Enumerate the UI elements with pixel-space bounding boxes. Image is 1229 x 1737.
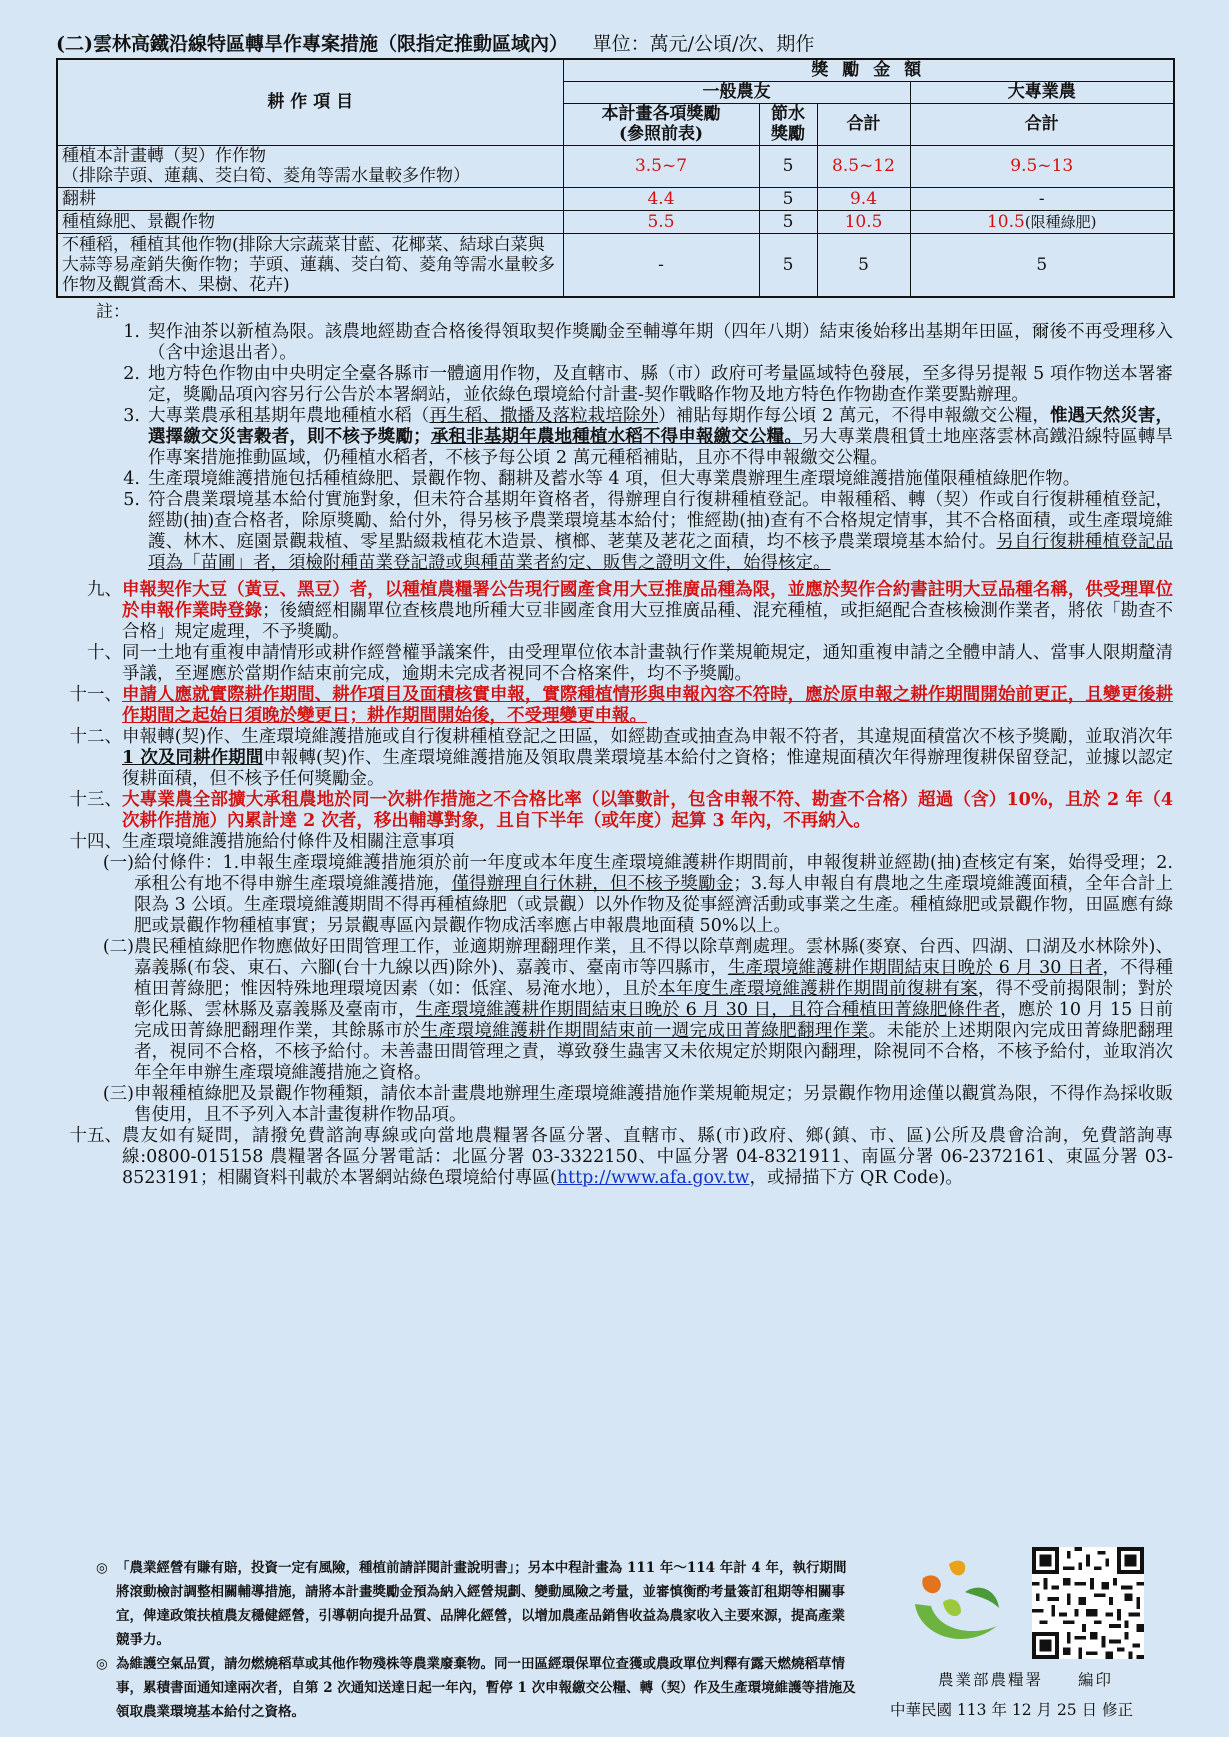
note-number: 3.	[123, 406, 140, 426]
row-item: 種植綠肥、景觀作物	[57, 210, 563, 233]
row-water: 5	[759, 210, 817, 233]
row-plan: -	[563, 233, 759, 297]
clause-text: 同一土地有重複申請情形或耕作經營權爭議案件，由受理單位依本計畫執行作業規範規定，通知重複申請之全體申請人、當事人限期釐清爭議，至遲應於當期作結束前完成，逾期未完成者視同不合格案件，均不予獎勵。	[122, 643, 1173, 684]
clause-10	[56, 643, 1173, 685]
clause-14	[56, 832, 1173, 853]
header-water-reward: 節水 獎勵	[759, 103, 817, 145]
note-number: 2.	[123, 364, 140, 384]
subclause-text: 申報種植綠肥及景觀作物種類，請依本計畫農地辦理生產環境維護措施作業規範規定；另景觀作物用途僅以觀賞為限，不得作為採收販售使用，且不予列入本計畫復耕作物品項。	[134, 1084, 1173, 1125]
note-text	[148, 490, 1173, 574]
row-water: 5	[759, 233, 817, 297]
note-item	[56, 364, 1173, 406]
unit-text: 單位：萬元/公頃/次、期作	[592, 33, 815, 55]
clause-text-red: 申報契作大豆（黃豆、黑豆）者，以種植農糧署公告現行國產食用大豆推廣品種為限，並應於契作合約書註明大豆品種名稱，供受理單位於申報作業時登錄	[122, 580, 1173, 621]
reward-table	[56, 58, 1175, 298]
note-item	[56, 490, 1173, 574]
clause-text-part: 申報轉(契)作、生產環境維護措施及領取農業環境基本給付之資格；惟違規面積次年得辦理復耕保留登記，並據以認定復耕面積，但不核予任何獎勵金。	[122, 748, 1173, 789]
note-text: 地方特色作物由中央明定全臺各縣市一體適用作物，及直轄市、縣（市）政府可考量區域特色發展，至多得另提報 5 項作物送本署審定，獎勵品項內容另行公告於本署網站，並依綠色環境給付計畫-契作戰略作物及地方特色作物勘查作業要點辦理。	[148, 364, 1173, 405]
clause-9	[56, 580, 1173, 643]
footer-item	[96, 1556, 856, 1652]
header-large-subtotal: 合計	[910, 103, 1174, 145]
clause-number: 十二、	[69, 727, 122, 747]
subclause-text-part: ，應於 10 月 15 日前完成田菁綠肥翻理作業，其餘縣市於	[134, 1000, 1174, 1041]
row-large: -	[910, 187, 1174, 210]
clause-text-part: 申報轉(契)作、生產環境維護措施或自行復耕種植登記之田區，如經勘查或抽查為申報不符者，其違規面積當次不核予獎勵，並取消次年	[122, 727, 1173, 747]
clause-number: 十四、	[69, 832, 122, 852]
clause-number: 十五、	[69, 1126, 122, 1146]
agency-logo	[905, 1556, 1005, 1652]
note-text-underlined: 再生稻、撒播及落粒栽培除外	[429, 406, 659, 426]
clause-number: 十一、	[69, 685, 122, 705]
clause-title: 生產環境維護措施給付條件及相關注意事項	[122, 832, 455, 852]
subclause-text-underlined: 生產環境維護耕作期間結束日晚於 6 月 30 日，且符合種植田菁綠肥條件者	[415, 1000, 1001, 1020]
subclause-number: (三)	[102, 1084, 134, 1104]
note-text-bold: 惟遇天然災害，選擇繳交災害穀者，則不核予獎勵；	[148, 406, 1174, 447]
clause-text	[122, 727, 1173, 790]
row-sum: 9.4	[817, 187, 910, 210]
table-row	[57, 187, 1174, 210]
clause-text-red: 申請人應就實際耕作期間、耕作項目及面積核實申報，實際種植情形與申報內容不符時，應於原申報之耕作期間開始前更正，且變更後耕作期間之起始日須晚於變更日；耕作期間開始後，不受理變更申報。	[122, 685, 1173, 726]
note-item	[56, 469, 1173, 490]
row-sum: 5	[817, 233, 910, 297]
subclause-text	[134, 853, 1173, 937]
footer-text: 為維護空氣品質，請勿燃燒稻草或其他作物殘株等農業廢棄物。同一田區經環保單位查獲或農政單位判釋有露天燃燒稻草情事，累積書面通知達兩次者，自第 2 次通知送達日起一年內，暫停 1 次申報繳交公糧、轉（契）作及生產環境維護等措施及領取農業環境基本給付之資格。	[116, 1656, 856, 1720]
note-item	[56, 322, 1173, 364]
clause-text-part: 農友如有疑問，請撥免費諮詢專線或向當地農糧署各區分署、直轄市、縣(市)政府、鄉(鎮、市、區)公所及農會洽詢，免費諮詢專線:0800-015158 農糧署各區分署電話：北區分署 03-3322150、中區分署 04-8321911、南區分署 06-2372161、東區分署 03-8523191；相關資料刊載於本署網站綠色環境給付專區	[122, 1126, 1173, 1188]
note-text-part: 符合農業環境基本給付實施對象，但未符合基期年資格者，得辦理自行復耕種植登記。申報種稻、轉（契）作或自行復耕種植登記，經勘(抽)查合格者，除原獎勵、給付外，得另核予農業環境基本給付；惟經勘(抽)查有不合格規定情事，其不合格面積，或生產環境維護、林木、庭園景觀栽植、零星點綴栽植花木造景、檳榔、荖葉及荖花之面積，均不核予農業環境基本給付。	[148, 490, 1173, 552]
row-large-value: 10.5	[986, 211, 1025, 232]
clause-text-part: ，或掃描下方 QR Code)。	[749, 1168, 963, 1188]
clause-text-part: ；後續經相關單位查核農地所種大豆非國產食用大豆推廣品種、混充種植，或拒絕配合查核檢測作業者，將依「勘查不合格」規定處理，不予獎勵。	[122, 601, 1174, 642]
header-large-farmer: 大專業農	[910, 81, 1174, 103]
notes-label: 註：	[96, 302, 130, 322]
header-reward: 獎 勵 金 額	[563, 59, 1174, 81]
table-row	[57, 210, 1174, 233]
row-plan: 5.5	[563, 210, 759, 233]
row-plan: 3.5~7	[563, 145, 759, 187]
note-text-part: 另大專業農租賃土地座落雲林高鐵沿線特區轉旱作專案措施推動區域，仍種植水稻者，不核予每公頃 2 萬元種稻補貼，且亦不得申報繳交公糧。	[148, 427, 1174, 468]
subclause-text-underlined: 生產環境維護耕作期間結束前一週完成田菁綠肥翻理作業	[420, 1021, 869, 1041]
clause-number: 九、	[87, 580, 122, 600]
note-text-underlined: 另自行復耕種植登記品項為「苗圃」者，須檢附種苗業登記證或與種苗業者約定、販售之證明文件，始得核定。	[148, 532, 1174, 573]
note-number: 5.	[123, 490, 140, 510]
footer-mark: ◎	[96, 1656, 108, 1672]
subclause-text-part: 給付條件：1.申報生產環境維護措施須於前一年度或本年度生產環境維護耕作期間前，申報復耕並經勘(抽)查核定有案，始得受理；2.承租公有地不得申辦生產環境維護措施，	[134, 853, 1173, 894]
note-text: 生產環境維護措施包括種植綠肥、景觀作物、翻耕及蓄水等 4 項，但大專業農辦理生產環境維護措施僅限種植綠肥作物。	[148, 469, 1081, 489]
subclause-text-part: ；3.每人申報自有農地之生產環境維護面積，全年合計上限為 3 公頃。生產環境維護期間不得再種植綠肥（或景觀）以外作物及從事經濟活動或事業之生產。種植綠肥或景觀作物，田區應有綠肥或景觀作物種植事實；另景觀專區內景觀作物成活率應占申報農地面積 50%以上。	[134, 874, 1173, 936]
subclause-number: (二)	[102, 937, 134, 957]
note-text	[148, 406, 1173, 469]
note-text-part: 大專業農承租基期年農地種植水稻（	[148, 406, 430, 426]
clause-number: 十三、	[69, 790, 122, 810]
subclause-text-part: ，不得種植田菁綠肥；惟因特殊地理環境因素（如：低窪、易淹水地），且於	[134, 958, 1174, 999]
note-text-part: ）補貼每期作每公頃 2 萬元，不得申報繳交公糧，	[658, 406, 1050, 426]
section-title-text: (二)雲林高鐵沿線特區轉旱作專案措施（限指定推動區域內）	[56, 33, 568, 55]
footer-text: 「農業經營有賺有賠，投資一定有風險，種植前請詳閱計畫說明書」；另本中程計畫為 111 年～114 年計 4 年，執行期間將滾動檢討調整相關輔導措施，請將本計畫獎勵金預為納入經營規劃、變動風險之考量，並審慎衡酌考量簽訂租期等相關事宜，俾達政策扶植農友穩健經營，引導朝向提升品質、品牌化經營，以增加農產品銷售收益為農家收入主要來源，提高產業競爭力。	[116, 1560, 847, 1648]
clause-text	[122, 1126, 1173, 1189]
subclause-text-part: 。未能於上述期限內完成田菁綠肥翻理者，視同不合格，不核予給付。未善盡田間管理之責，導致發生蟲害又未依規定於期限內翻理，除視同不合格，不核予給付，並取消次年全年申辦生產環境維護措施之資格。	[134, 1021, 1174, 1083]
header-plan-reward: 本計畫各項獎勵 (參照前表)	[563, 103, 759, 145]
clause-15	[56, 1126, 1173, 1189]
document-body	[56, 30, 1173, 1189]
footer-item	[96, 1652, 856, 1724]
footer-notes	[96, 1556, 856, 1724]
note-item	[56, 406, 1173, 469]
row-water: 5	[759, 187, 817, 210]
clause-number: 十、	[87, 643, 122, 663]
row-large: 9.5~13	[910, 145, 1174, 187]
header-item: 耕 作 項 目	[57, 59, 563, 145]
clause-text-red: 大專業農全部擴大承租農地於同一次耕作措施之不合格比率（以筆數計，包含申報不符、勘查不合格）超過（含）10%，且於 2 年（4 次耕作措施）內累計達 2 次者，移出輔導對象，且自下半年（或年度）起算 3 年內，不再納入。	[122, 790, 1173, 831]
clause-text-bold-underlined: 1 次及同耕作期間	[122, 748, 264, 768]
clause-12	[56, 727, 1173, 790]
website-link[interactable]: http://www.afa.gov.tw	[556, 1168, 750, 1188]
subclause-2	[56, 937, 1173, 1084]
row-water: 5	[759, 145, 817, 187]
subclause-text-underlined: 本年度生產環境維護耕作期間前復耕有案	[658, 979, 978, 999]
row-large	[910, 210, 1174, 233]
row-sum: 10.5	[817, 210, 910, 233]
clause-text-part: (	[549, 1168, 557, 1188]
subclause-text	[134, 937, 1173, 1084]
note-number: 1.	[123, 322, 140, 342]
revision-date: 中華民國 113 年 12 月 25 日 修正	[890, 1701, 1134, 1719]
publisher-signature: 農業部農糧署 編印	[938, 1671, 1114, 1689]
note-text: 契作油茶以新植為限。該農地經勘查合格後得領取契作獎勵金至輔導年期（四年八期）結束後始移出基期年田區，爾後不再受理移入（含中途退出者）。	[148, 322, 1173, 363]
clause-13	[56, 790, 1173, 832]
row-item: 種植本計畫轉（契）作作物 （排除芋頭、蓮藕、茭白筍、菱角等需水量較多作物）	[57, 145, 563, 187]
qr-code[interactable]	[1032, 1547, 1144, 1659]
section-title	[56, 30, 1173, 58]
row-plan: 4.4	[563, 187, 759, 210]
footer-mark: ◎	[96, 1560, 108, 1576]
subclause-3	[56, 1084, 1173, 1126]
clause-11	[56, 685, 1173, 727]
header-subtotal: 合計	[817, 103, 910, 145]
subclause-text-part: ，得不受前揭限制；對於彰化縣、雲林縣及嘉義縣及臺南市，	[134, 979, 1174, 1020]
note-number: 4.	[123, 469, 140, 489]
subclause-number: (一)	[102, 853, 134, 873]
subclause-text-underlined: 僅得辦理自行休耕，但不核予獎勵金	[451, 874, 734, 894]
header-general-farmer: 一般農友	[563, 81, 910, 103]
row-item: 翻耕	[57, 187, 563, 210]
subclause-text-underlined: 生產環境維護耕作期間結束日晚於 6 月 30 日者	[727, 958, 1103, 978]
table-row	[57, 145, 1174, 187]
row-large-note: (限種綠肥)	[1024, 212, 1097, 231]
table-row	[57, 233, 1174, 297]
row-large: 5	[910, 233, 1174, 297]
row-sum: 8.5~12	[817, 145, 910, 187]
note-text-bold-underlined: 承租非基期年農地種植水稻不得申報繳交公糧。	[430, 427, 802, 447]
clause-text	[122, 580, 1173, 643]
subclause-text-part: 農民種植綠肥作物應做好田間管理工作，並適期辦理翻理作業，且不得以除草劑處理。雲林縣(麥寮、台西、四湖、口湖及水林除外)、嘉義縣(布袋、東石、六腳(台十九線以西)除外)、嘉義市、臺南市等四縣市，	[134, 937, 1173, 978]
subclause-1	[56, 853, 1173, 937]
row-item: 不種稻，種植其他作物(排除大宗蔬菜甘藍、花椰菜、結球白菜與大蒜等易產銷失衡作物；芋頭、蓮藕、茭白筍、菱角等需水量較多作物及觀賞喬木、果樹、花卉)	[57, 233, 563, 297]
